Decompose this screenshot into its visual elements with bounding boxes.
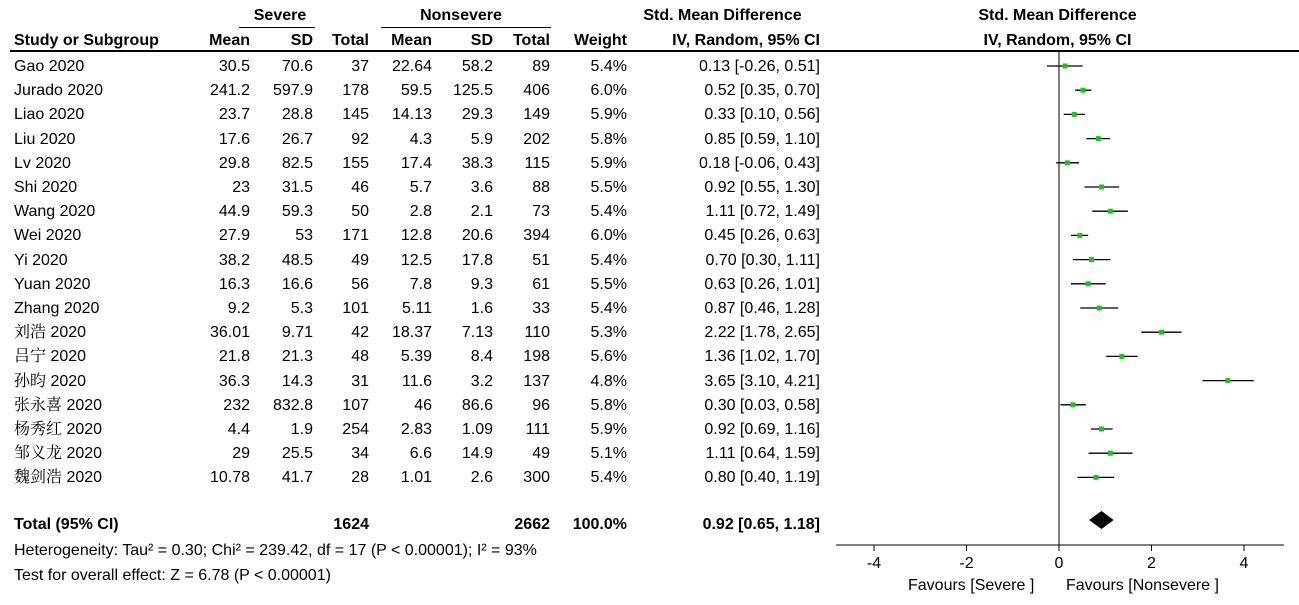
- row-mean2: 1.01: [400, 469, 432, 487]
- row-study: 杨秀红 2020: [14, 421, 103, 438]
- row-mean1: 16.3: [218, 275, 250, 293]
- row-weight: 5.9%: [590, 421, 627, 438]
- row-weight: 5.5%: [590, 275, 627, 293]
- row-mean2: 17.4: [400, 154, 432, 172]
- row-mean1: 241.2: [209, 82, 250, 100]
- row-total1: 50: [351, 203, 369, 221]
- point-estimate: [1063, 64, 1068, 69]
- row-ci: 0.80 [0.40, 1.19]: [704, 469, 820, 487]
- row-study: 邹义龙 2020: [14, 445, 103, 463]
- total2-header: Total: [512, 32, 550, 49]
- total-weight: 100.0%: [572, 516, 627, 533]
- row-ci: 0.52 [0.35, 0.70]: [704, 82, 820, 100]
- row-total2: 115: [524, 154, 550, 172]
- row-study: Liu 2020: [14, 130, 76, 148]
- point-estimate: [1089, 257, 1094, 262]
- total-ci: 0.92 [0.65, 1.18]: [702, 516, 820, 533]
- row-weight: 6.0%: [590, 82, 627, 100]
- row-total2: 300: [523, 469, 550, 487]
- row-total1: 56: [351, 275, 369, 293]
- row-sd2: 14.9: [461, 445, 493, 463]
- x-tick-label: -2: [959, 555, 974, 572]
- row-total2: 394: [523, 227, 550, 245]
- row-ci: 1.11 [0.72, 1.49]: [705, 203, 820, 221]
- row-mean2: 59.5: [400, 82, 432, 100]
- point-estimate: [1108, 209, 1113, 214]
- row-ci: 0.13 [-0.26, 0.51]: [699, 58, 820, 75]
- row-total1: 42: [351, 324, 369, 342]
- row-study: Lv 2020: [14, 154, 71, 172]
- row-sd2: 20.6: [461, 227, 493, 245]
- row-study: Zhang 2020: [14, 300, 100, 317]
- plot-title: Std. Mean Difference: [978, 7, 1137, 24]
- row-ci: 0.92 [0.55, 1.30]: [704, 179, 820, 196]
- point-estimate: [1099, 185, 1104, 190]
- point-estimate: [1094, 475, 1099, 480]
- row-study: 魏剑浩 2020: [14, 469, 103, 487]
- row-sd1: 82.5: [281, 154, 313, 172]
- row-ci: 1.11 [0.64, 1.59]: [705, 445, 820, 463]
- row-total2: 137: [523, 372, 550, 390]
- mean1-header: Mean: [209, 32, 250, 49]
- row-mean2: 18.37: [391, 324, 432, 342]
- row-ci: 2.22 [1.78, 2.65]: [704, 324, 820, 342]
- row-weight: 5.4%: [590, 58, 627, 75]
- row-weight: 5.9%: [590, 154, 627, 172]
- row-ci: 0.63 [0.26, 1.01]: [704, 275, 820, 293]
- row-mean1: 232: [223, 396, 250, 414]
- group2-header: Nonsevere: [420, 7, 502, 24]
- row-sd1: 16.6: [281, 275, 313, 293]
- x-tick-label: -4: [866, 555, 882, 572]
- point-estimate: [1225, 378, 1230, 383]
- row-study: Yi 2020: [14, 251, 68, 269]
- row-sd1: 26.7: [281, 130, 313, 148]
- row-mean1: 17.6: [218, 130, 250, 148]
- point-estimate: [1097, 306, 1102, 311]
- row-total1: 101: [342, 300, 369, 317]
- row-ci: 1.36 [1.02, 1.70]: [704, 348, 820, 366]
- row-mean2: 4.3: [409, 130, 432, 148]
- row-mean1: 27.9: [218, 227, 250, 245]
- row-total1: 49: [351, 251, 369, 269]
- row-sd2: 8.4: [470, 348, 493, 366]
- row-weight: 5.4%: [590, 300, 627, 317]
- point-estimate: [1099, 427, 1104, 432]
- row-ci: 0.45 [0.26, 0.63]: [704, 227, 820, 245]
- row-total2: 49: [532, 445, 550, 463]
- row-total1: 145: [342, 106, 369, 124]
- point-estimate: [1159, 330, 1164, 335]
- row-total2: 198: [523, 348, 550, 366]
- row-sd2: 1.09: [461, 421, 493, 438]
- point-estimate: [1070, 402, 1075, 407]
- row-sd2: 9.3: [470, 275, 493, 293]
- row-ci: 3.65 [3.10, 4.21]: [704, 372, 820, 390]
- row-sd1: 25.5: [281, 445, 313, 463]
- row-total1: 178: [342, 82, 369, 100]
- row-mean2: 46: [414, 396, 432, 414]
- row-mean1: 29: [232, 445, 250, 463]
- row-mean1: 30.5: [218, 58, 250, 75]
- row-total2: 406: [523, 82, 550, 100]
- row-sd1: 597.9: [272, 82, 313, 100]
- row-sd1: 41.7: [281, 469, 313, 487]
- row-total2: 73: [532, 203, 550, 221]
- row-study: Jurado 2020: [14, 82, 103, 100]
- total2-value: 2662: [514, 516, 550, 533]
- row-mean1: 9.2: [227, 300, 250, 317]
- smd-column-subtitle: IV, Random, 95% CI: [672, 32, 820, 49]
- row-mean1: 21.8: [218, 348, 250, 366]
- row-total2: 149: [523, 106, 550, 124]
- row-mean1: 10.78: [209, 469, 250, 487]
- mean2-header: Mean: [391, 32, 432, 49]
- row-total2: 88: [532, 179, 550, 196]
- point-estimate: [1119, 354, 1124, 359]
- weight-header: Weight: [573, 32, 627, 49]
- row-sd2: 7.13: [461, 324, 493, 342]
- row-mean2: 7.8: [409, 275, 432, 293]
- row-sd1: 14.3: [281, 372, 313, 390]
- study-column-header: Study or Subgroup: [14, 32, 159, 49]
- row-mean2: 12.5: [400, 251, 432, 269]
- row-sd1: 31.5: [281, 179, 313, 196]
- row-total1: 34: [351, 445, 369, 463]
- row-ci: 0.70 [0.30, 1.11]: [705, 251, 820, 269]
- row-sd2: 125.5: [452, 82, 493, 100]
- row-total2: 51: [532, 251, 550, 269]
- row-sd1: 832.8: [272, 396, 313, 414]
- row-sd2: 58.2: [461, 58, 493, 75]
- point-estimate: [1065, 160, 1070, 165]
- row-total2: 61: [532, 275, 550, 293]
- row-mean2: 14.13: [391, 106, 432, 124]
- row-weight: 5.8%: [590, 396, 627, 414]
- row-weight: 5.3%: [590, 324, 627, 342]
- favours-right-label: Favours [Nonsevere ]: [1066, 577, 1219, 594]
- row-sd2: 38.3: [461, 154, 493, 172]
- row-sd1: 21.3: [281, 348, 313, 366]
- row-weight: 5.8%: [590, 130, 627, 148]
- row-study: Wei 2020: [14, 227, 82, 245]
- row-mean2: 6.6: [409, 445, 432, 463]
- point-estimate: [1096, 136, 1101, 141]
- row-mean1: 23.7: [218, 106, 250, 124]
- row-total2: 33: [532, 300, 550, 317]
- row-study: 张永喜 2020: [14, 396, 103, 414]
- row-sd2: 3.6: [470, 179, 493, 196]
- smd-column-title: Std. Mean Difference: [643, 7, 802, 24]
- x-tick-label: 4: [1239, 555, 1249, 572]
- row-ci: 0.18 [-0.06, 0.43]: [699, 154, 820, 172]
- row-weight: 6.0%: [590, 227, 627, 245]
- total1-header: Total: [331, 32, 369, 49]
- point-estimate: [1072, 112, 1077, 117]
- row-sd1: 9.71: [281, 324, 313, 342]
- row-mean1: 29.8: [218, 154, 250, 172]
- row-mean1: 44.9: [218, 203, 250, 221]
- row-mean2: 5.11: [402, 300, 432, 317]
- row-ci: 0.30 [0.03, 0.58]: [704, 396, 820, 414]
- row-mean2: 2.8: [409, 203, 432, 221]
- pooled-diamond: [1089, 511, 1114, 529]
- row-sd2: 17.8: [461, 251, 493, 269]
- x-tick-label: 0: [1054, 555, 1064, 572]
- row-total1: 46: [351, 179, 369, 196]
- row-total2: 96: [532, 396, 550, 414]
- row-total1: 107: [342, 396, 369, 414]
- row-total1: 37: [351, 58, 369, 75]
- row-ci: 0.85 [0.59, 1.10]: [704, 130, 820, 148]
- row-total1: 31: [351, 372, 369, 390]
- row-mean2: 12.8: [400, 227, 432, 245]
- row-sd2: 1.6: [470, 300, 493, 317]
- row-sd1: 1.9: [290, 421, 313, 438]
- sd1-header: SD: [290, 32, 313, 49]
- group1-header: Severe: [253, 7, 307, 24]
- row-mean1: 23: [232, 179, 250, 196]
- row-weight: 5.6%: [590, 348, 627, 366]
- row-sd2: 2.6: [470, 469, 493, 487]
- row-total1: 28: [351, 469, 369, 487]
- row-sd2: 5.9: [470, 130, 493, 148]
- row-mean1: 38.2: [218, 251, 250, 269]
- row-weight: 5.4%: [590, 203, 627, 221]
- plot-subtitle: IV, Random, 95% CI: [983, 32, 1132, 49]
- row-study: Liao 2020: [14, 106, 85, 124]
- row-total2: 202: [523, 130, 550, 148]
- row-ci: 0.87 [0.46, 1.28]: [704, 300, 820, 317]
- point-estimate: [1081, 88, 1086, 93]
- row-sd1: 70.6: [281, 58, 313, 75]
- row-mean1: 36.01: [209, 324, 250, 342]
- row-weight: 5.4%: [590, 251, 627, 269]
- row-sd1: 53: [295, 227, 313, 245]
- point-estimate: [1077, 233, 1082, 238]
- row-mean1: 4.4: [227, 421, 250, 438]
- row-ci: 0.33 [0.10, 0.56]: [704, 106, 820, 124]
- row-total1: 171: [342, 227, 369, 245]
- row-total1: 155: [342, 154, 369, 172]
- row-study: Gao 2020: [14, 58, 85, 75]
- row-study: Shi 2020: [14, 179, 78, 196]
- row-sd2: 3.2: [470, 372, 493, 390]
- row-sd1: 28.8: [281, 106, 313, 124]
- row-sd2: 86.6: [461, 396, 493, 414]
- row-mean2: 11.6: [402, 372, 432, 390]
- row-weight: 5.1%: [590, 445, 627, 463]
- row-weight: 5.4%: [590, 469, 627, 487]
- row-total1: 254: [342, 421, 369, 438]
- row-sd2: 2.1: [470, 203, 493, 221]
- total1-value: 1624: [333, 516, 369, 533]
- sd2-header: SD: [470, 32, 493, 49]
- row-sd1: 48.5: [281, 251, 313, 269]
- overall-effect-text: Test for overall effect: Z = 6.78 (P < 0.00001): [14, 567, 331, 584]
- favours-left-label: Favours [Severe ]: [908, 577, 1035, 594]
- row-sd1: 5.3: [290, 300, 313, 317]
- row-mean2: 22.64: [391, 58, 432, 75]
- row-study: 孙昀 2020: [14, 372, 87, 390]
- row-total1: 48: [351, 348, 369, 366]
- row-total2: 111: [525, 421, 550, 438]
- point-estimate: [1108, 451, 1113, 456]
- row-total2: 89: [532, 58, 550, 75]
- row-mean2: 5.39: [400, 348, 432, 366]
- row-sd2: 29.3: [461, 106, 493, 124]
- row-total1: 92: [351, 130, 369, 148]
- row-study: 吕宁 2020: [14, 348, 87, 366]
- row-mean1: 36.3: [218, 372, 250, 390]
- row-mean2: 5.7: [409, 179, 432, 196]
- row-weight: 4.8%: [590, 372, 627, 390]
- heterogeneity-text: Heterogeneity: Tau² = 0.30; Chi² = 239.42, df = 17 (P < 0.00001); I² = 93%: [14, 542, 537, 559]
- row-weight: 5.9%: [590, 106, 627, 124]
- point-estimate: [1086, 281, 1091, 286]
- row-total2: 110: [524, 324, 550, 342]
- x-tick-label: 2: [1147, 555, 1156, 572]
- row-study: Yuan 2020: [14, 275, 91, 293]
- row-mean2: 2.83: [400, 421, 432, 438]
- total-label: Total (95% CI): [14, 516, 119, 533]
- row-sd1: 59.3: [281, 203, 313, 221]
- row-ci: 0.92 [0.69, 1.16]: [704, 421, 820, 438]
- row-study: 刘浩 2020: [14, 324, 87, 342]
- row-weight: 5.5%: [590, 179, 627, 196]
- row-study: Wang 2020: [14, 203, 96, 221]
